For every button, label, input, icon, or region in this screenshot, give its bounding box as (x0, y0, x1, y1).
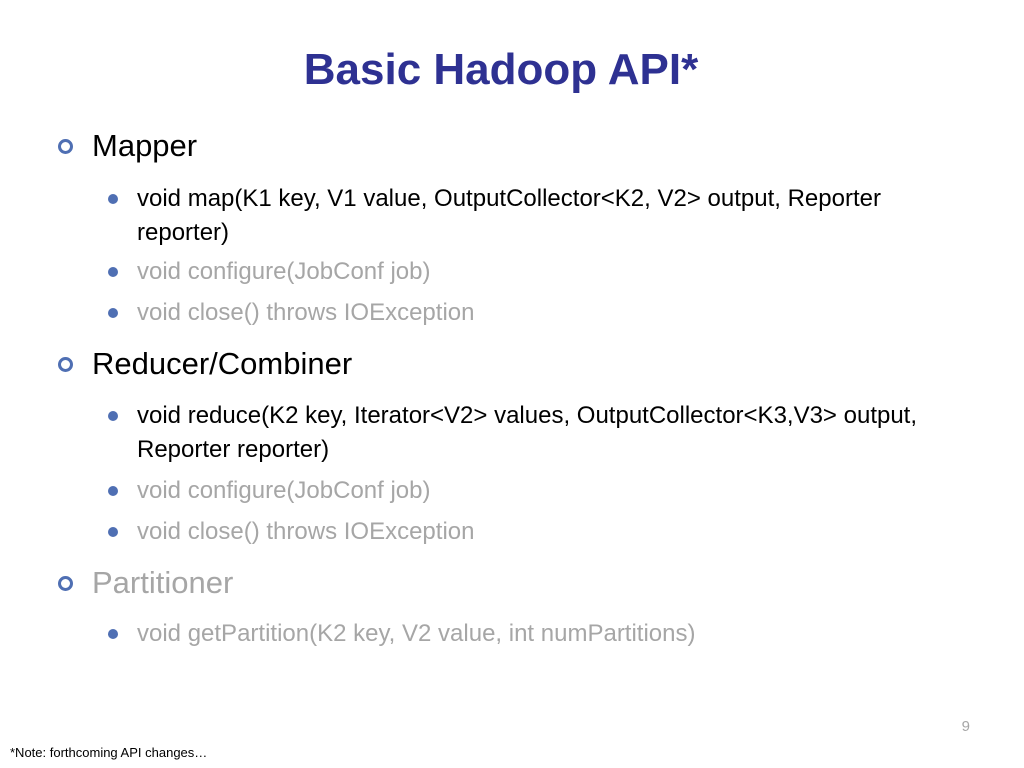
section-heading: Partitioner (92, 565, 234, 600)
section-heading: Mapper (92, 128, 198, 163)
item-text: void map(K1 key, V1 value, OutputCollector<K2, V2> output, Reporter reporter) (137, 185, 881, 246)
item-text: void close() throws IOException (137, 299, 475, 326)
item-text: void getPartition(K2 key, V2 value, int numPartitions) (137, 620, 696, 647)
footnote: *Note: forthcoming API changes… (10, 745, 208, 760)
item-text: void reduce(K2 key, Iterator<V2> values, OutputCollector<K3,V3> output, Reporter reporter) (137, 402, 918, 463)
ring-bullet-icon (58, 139, 73, 154)
dot-bullet-icon (108, 486, 118, 496)
slide-title: Basic Hadoop API* (303, 45, 699, 94)
dot-bullet-icon (108, 527, 118, 537)
item-text: void configure(JobConf job) (137, 258, 431, 285)
page-number: 9 (961, 718, 970, 735)
dot-bullet-icon (108, 267, 118, 277)
dot-bullet-icon (108, 308, 118, 318)
ring-bullet-icon (58, 576, 73, 591)
dot-bullet-icon (108, 194, 118, 204)
dot-bullet-icon (108, 629, 118, 639)
item-text: void configure(JobConf job) (137, 477, 431, 504)
item-text: void close() throws IOException (137, 518, 475, 545)
section-heading: Reducer/Combiner (92, 346, 353, 381)
dot-bullet-icon (108, 411, 118, 421)
ring-bullet-icon (58, 357, 73, 372)
